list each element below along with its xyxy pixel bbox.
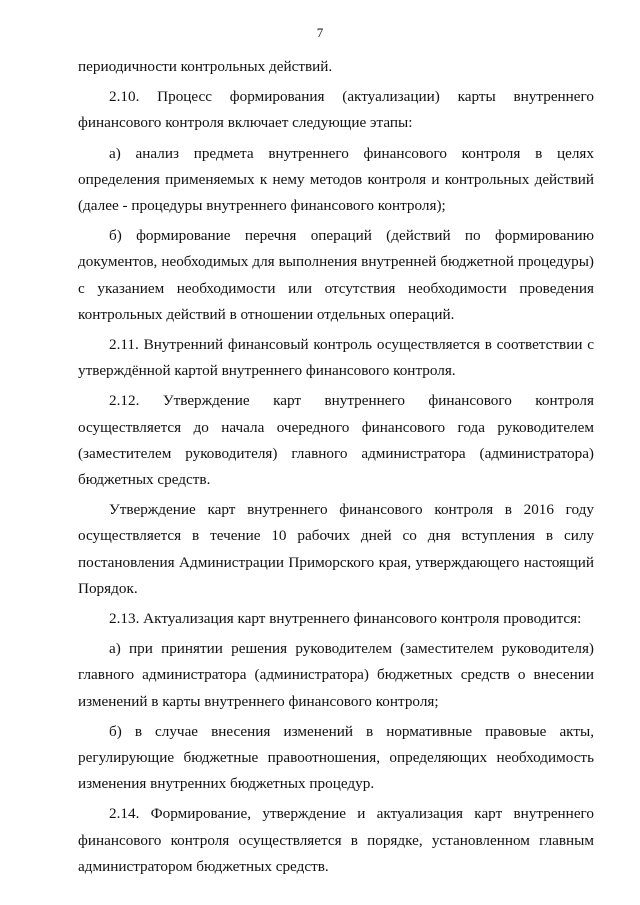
paragraph-2-10-b: б) формирование перечня операций (действий по формированию документов, необходимых для выполнения внутренней бюджетной процедуры) с указанием необходимости или отсутствия необходимости проведения контрольных действий в отношении отдельных операций. — [78, 227, 594, 323]
paragraph-2-14: 2.14. Формирование, утверждение и актуализация карт внутреннего финансового контроля осуществляется в порядке, установленном главным администратором бюджетных средств. — [78, 805, 594, 875]
paragraph-continuation: периодичности контрольных действий. — [78, 58, 333, 75]
paragraph-2-10-a: а) анализ предмета внутреннего финансового контроля в целях определения применяемых к нему методов контроля и контрольных действий (далее - процедуры внутреннего финансового контроля); — [78, 144, 594, 215]
paragraph-2-10: 2.10. Процесс формирования (актуализации) карты внутреннего финансового контроля включает следующие этапы: — [78, 88, 594, 132]
paragraph-2-13-a: а) при принятии решения руководителем (заместителем руководителя) главного администратора (администратора) бюджетных средств о внесении изменений в карты внутреннего финансового контроля; — [78, 640, 594, 710]
paragraph-2-11: 2.11. Внутренний финансовый контроль осуществляется в соответствии с утверждённой картой внутреннего финансового контроля. — [78, 336, 594, 380]
document-body — [78, 54, 594, 884]
page-number: 7 — [316, 25, 324, 40]
paragraph-2-13-b: б) в случае внесения изменений в нормативные правовые акты, регулирующие бюджетные правоотношения, определяющих необходимость изменения внутренних бюджетных процедур. — [78, 722, 594, 793]
paragraph-2-13: 2.13. Актуализация карт внутреннего финансового контроля проводится: — [109, 610, 582, 628]
paragraph-2-12-2016: Утверждение карт внутреннего финансового контроля в 2016 году осуществляется в течение 10 рабочих дней со дня вступления в силу постановления Администрации Приморского края, утверждающего настоящий Порядок. — [78, 501, 594, 597]
paragraph-2-12: 2.12. Утверждение карт внутреннего финансового контроля осуществляется до начала очередного финансового года руководителем (заместителем руководителя) главного администратора (администратора) бюджетных средств. — [78, 392, 594, 489]
